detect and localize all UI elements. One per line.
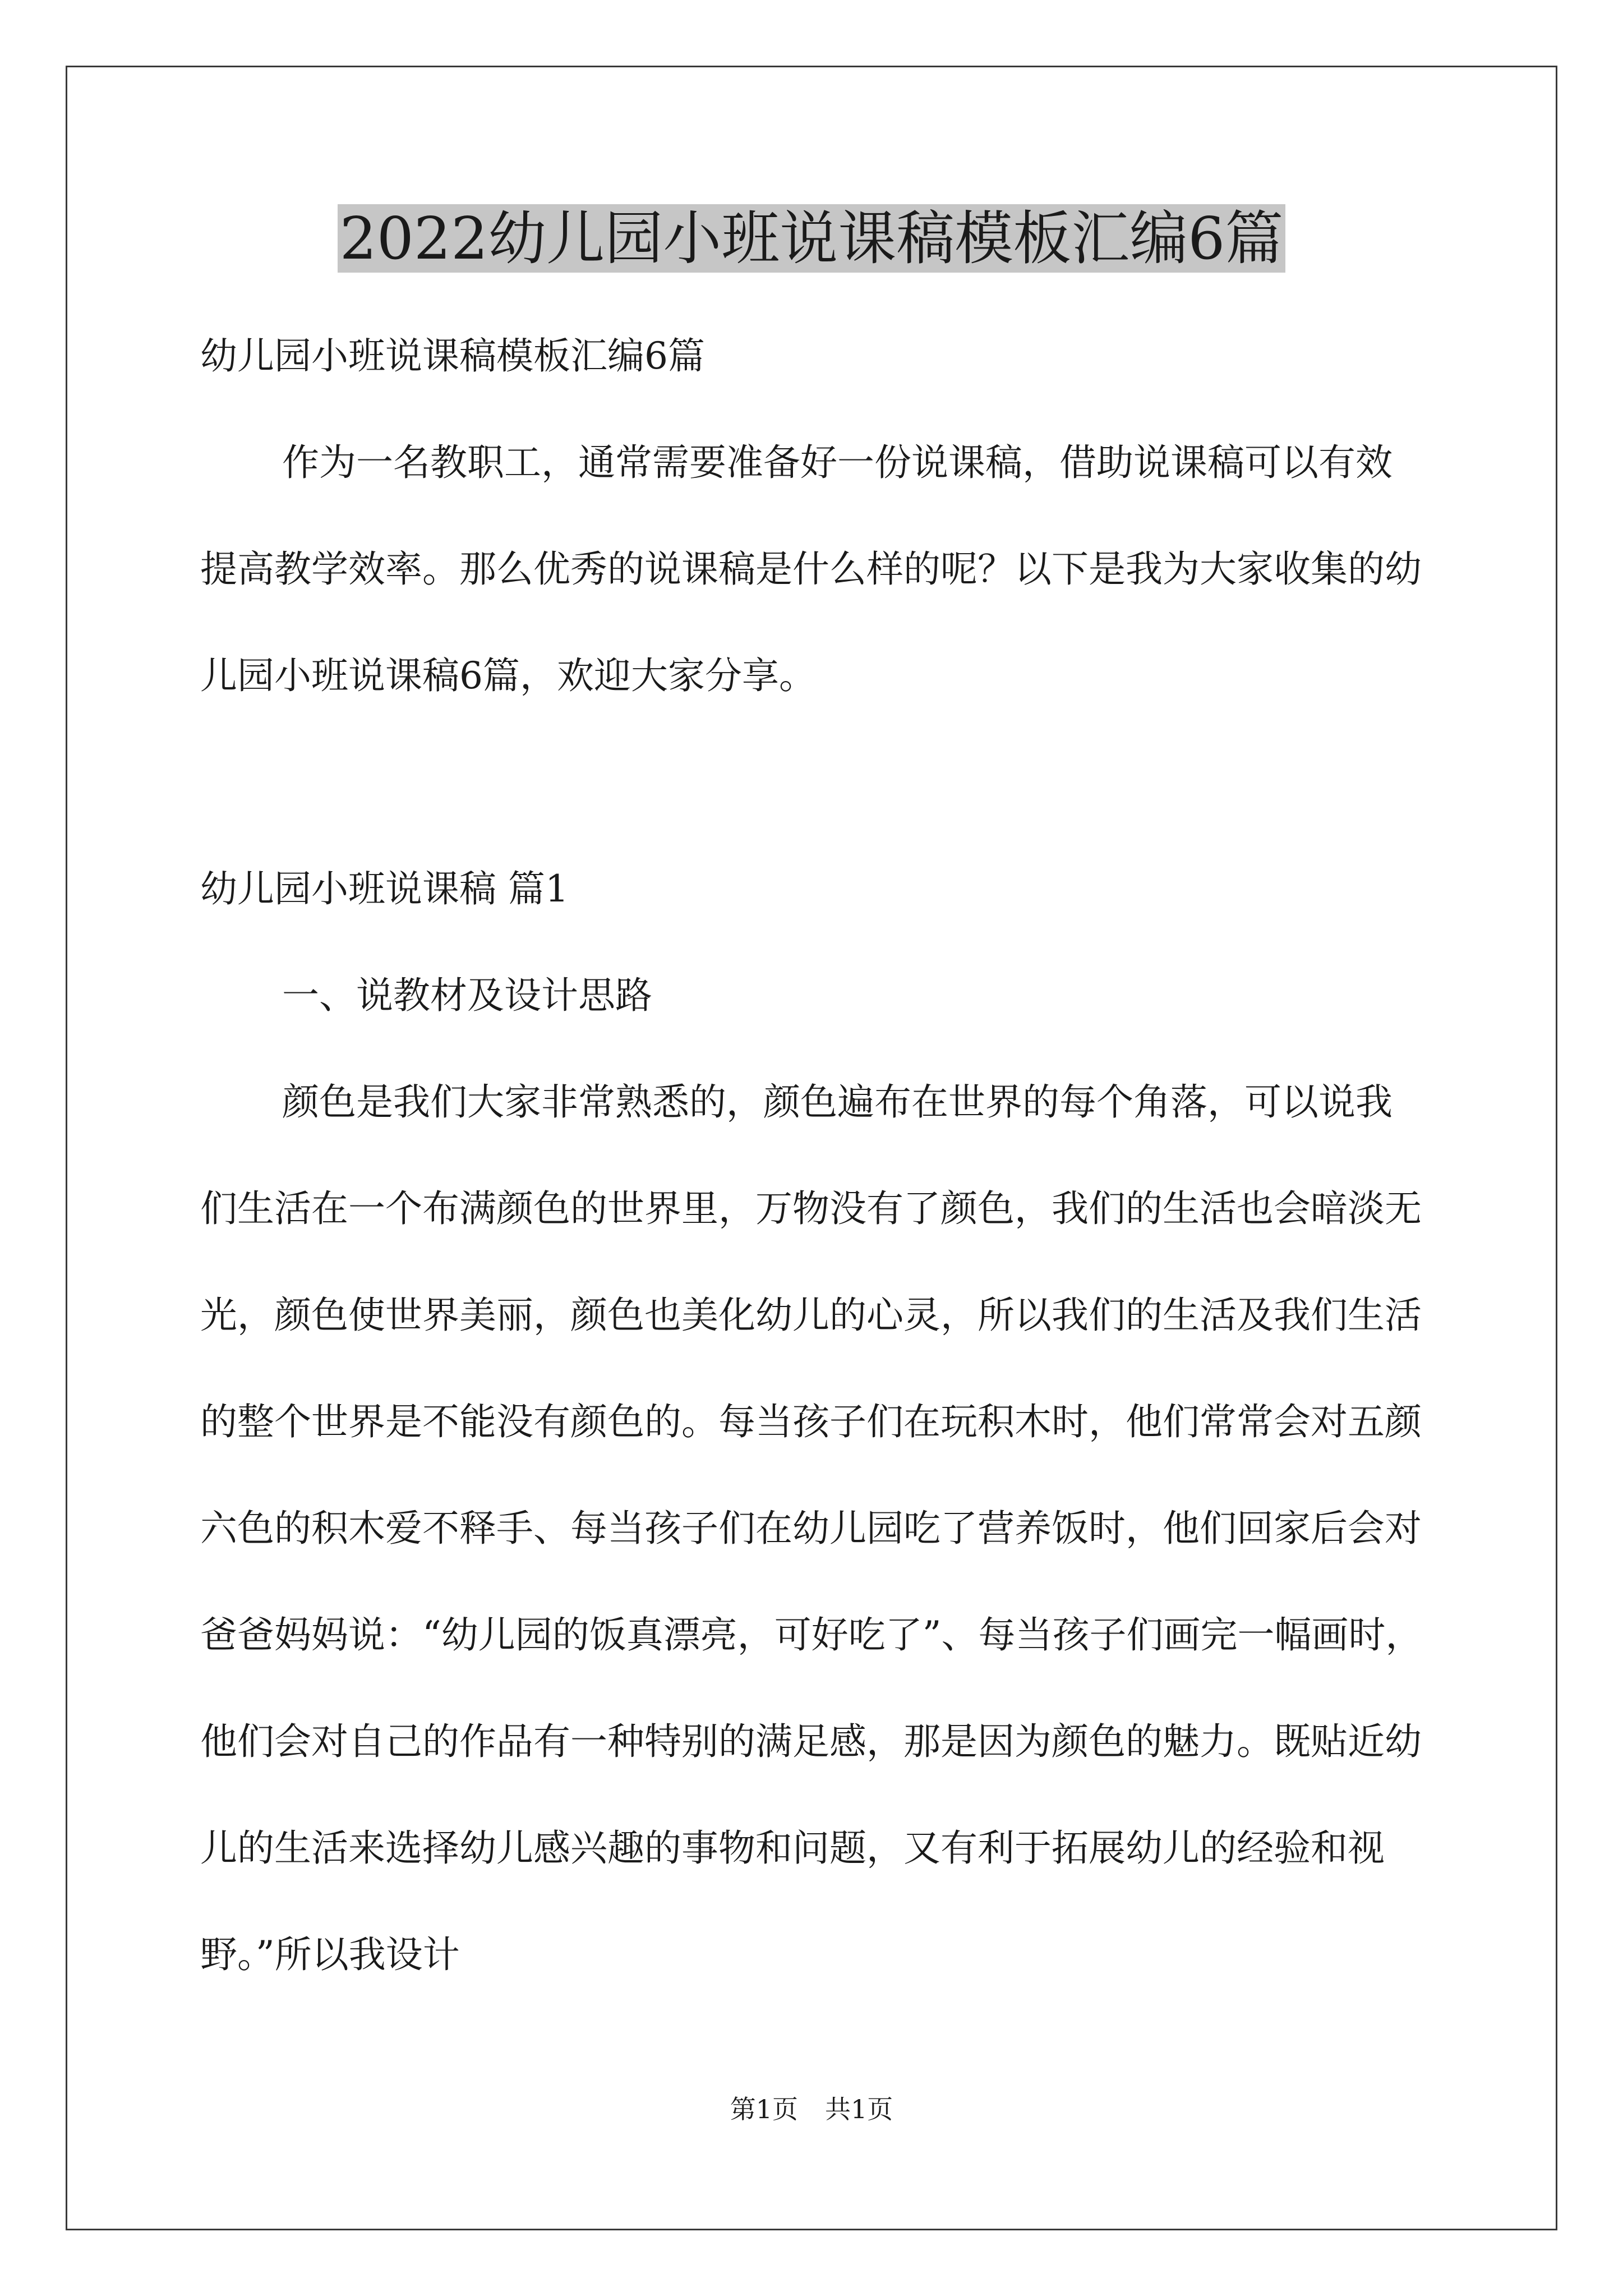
subsection-heading: 一、说教材及设计思路: [282, 974, 652, 1017]
document-title: [0, 199, 1623, 278]
document-title-text: 2022幼儿园小班说课稿模板汇编6篇: [338, 204, 1286, 273]
page-footer: [0, 2092, 1623, 2126]
section-gap: [200, 729, 1428, 836]
section-heading: 幼儿园小班说课稿 篇1: [200, 867, 569, 910]
body-paragraph: 颜色是我们大家非常熟悉的，颜色遍布在世界的每个角落，可以说我们生活在一个布满颜色的世界里，万物没有了颜色，我们的生活也会暗淡无光，颜色使世界美丽，颜色也美化幼儿的心灵，所以我们的生活及我们生活的整个世界是不能没有颜色的。每当孩子们在玩积木时，他们常常会对五颜六色的积木爱不释手、每当孩子们在幼儿园吃了营养饭时，他们回家后会对爸爸妈妈说：“幼儿园的饭真漂亮，可好吃了”、每当孩子们画完一幅画时，他们会对自己的作品有一种特别的满足感，那是因为颜色的魅力。既贴近幼儿的生活来选择幼儿感兴趣的事物和问题，又有利于拓展幼儿的经验和视野。”所以我设计: [200, 1080, 1423, 1976]
page-number: 第1页: [730, 2094, 798, 2124]
intro-paragraph: 作为一名教职工，通常需要准备好一份说课稿，借助说课稿可以有效提高教学效率。那么优秀的说课稿是什么样的呢？以下是我为大家收集的幼儿园小班说课稿6篇，欢迎大家分享。: [200, 441, 1422, 697]
document-subtitle: 幼儿园小班说课稿模板汇编6篇: [200, 334, 705, 378]
document-body: [200, 303, 1428, 2008]
page-total: 共1页: [825, 2094, 893, 2124]
